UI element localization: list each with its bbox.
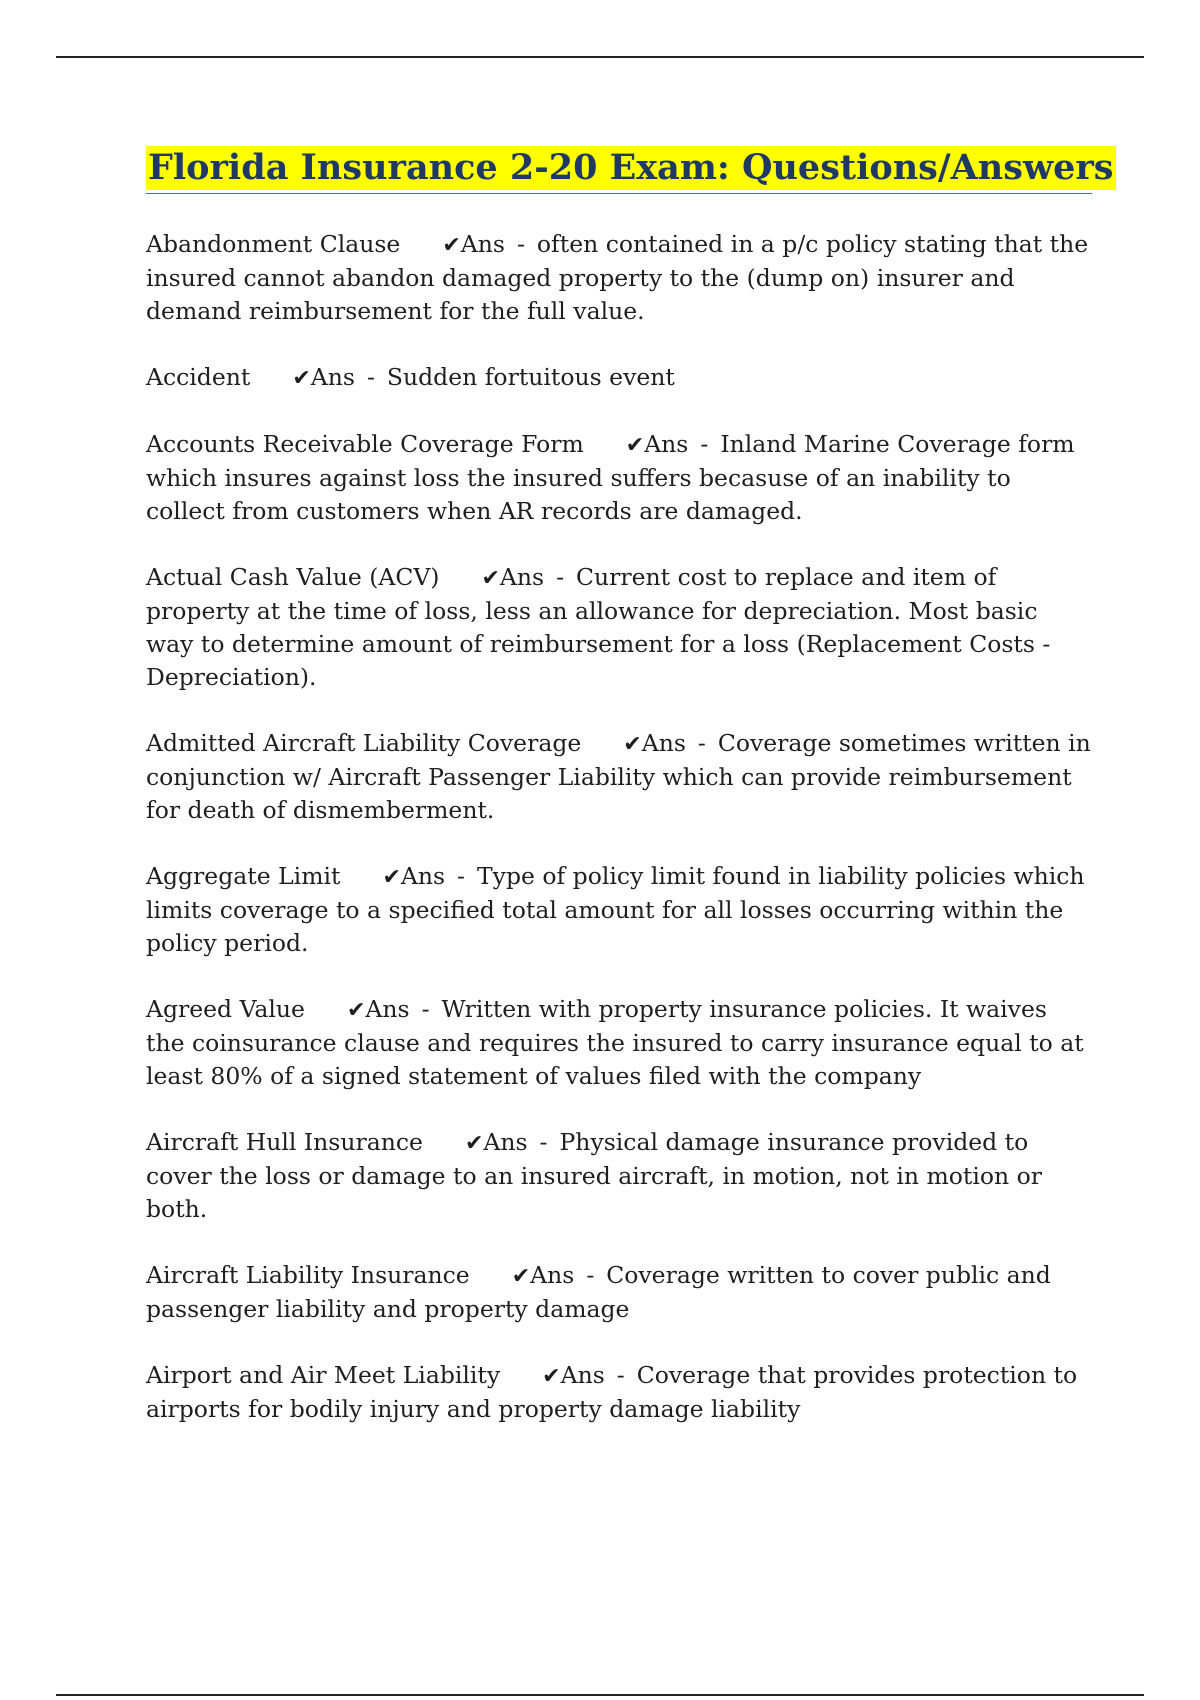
ans-label: Ans — [365, 995, 410, 1023]
checkmark-icon: ✔ — [382, 865, 401, 890]
qa-list — [146, 228, 1092, 1426]
answer-separator: - — [700, 430, 709, 458]
entry-definition: Written with property insurance policies. It waives the coinsurance clause and requires the insured to carry insurance equal to at least 80% of a signed statement of values filed with the company — [146, 995, 1084, 1090]
ans-label: Ans — [644, 430, 689, 458]
answer-separator: - — [616, 1361, 625, 1389]
entry-term: Abandonment Clause — [146, 230, 401, 258]
entry-term: Accident — [146, 363, 251, 391]
entry-term: Aggregate Limit — [146, 862, 341, 890]
title-block — [146, 146, 1114, 194]
entry-term: Actual Cash Value (ACV) — [146, 563, 440, 591]
entry-definition: Type of policy limit found in liability policies which limits coverage to a specified total amount for all losses occurring within the policy period. — [146, 862, 1085, 957]
entry-definition: Current cost to replace and item of property at the time of loss, less an allowance for depreciation. Most basic way to determine amount of reimbursement for a loss (Replacement Costs - Depreciation). — [146, 563, 1051, 691]
document-title: Florida Insurance 2-20 Exam: Questions/Answers — [148, 147, 1114, 188]
answer-separator: - — [421, 995, 430, 1023]
checkmark-icon: ✔ — [464, 1131, 484, 1156]
qa-entry — [146, 1359, 1092, 1426]
answer-separator: - — [457, 862, 465, 890]
qa-entry — [146, 561, 1092, 694]
qa-entry — [146, 860, 1092, 960]
checkmark-icon: ✔ — [623, 732, 642, 757]
entry-definition: often contained in a p/c policy stating that the insured cannot abandon damaged property to the (dump on) insurer and demand reimbursement for the full value. — [146, 230, 1089, 325]
entry-term: Aircraft Hull Insurance — [146, 1128, 423, 1156]
checkmark-icon: ✔ — [481, 566, 500, 591]
ans-label: Ans — [483, 1128, 528, 1156]
entry-definition: Physical damage insurance provided to cover the loss or damage to an insured aircraft, in motion, not in motion or both. — [146, 1128, 1043, 1223]
qa-entry — [146, 228, 1092, 328]
entry-definition: Coverage written to cover public and passenger liability and property damage — [146, 1261, 1051, 1323]
checkmark-icon: ✔ — [511, 1264, 531, 1289]
qa-entry — [146, 1259, 1092, 1326]
entry-definition: Sudden fortuitous event — [386, 363, 675, 391]
checkmark-icon: ✔ — [292, 366, 311, 391]
entry-term: Airport and Air Meet Liability — [146, 1361, 501, 1389]
qa-entry — [146, 727, 1092, 827]
ans-label: Ans — [499, 563, 545, 591]
entry-definition: Inland Marine Coverage form which insures against loss the insured suffers becasuse of an inability to collect from customers when AR records are damaged. — [146, 430, 1075, 525]
document-body — [146, 146, 1114, 1459]
checkmark-icon: ✔ — [346, 998, 366, 1023]
page-top-rule — [56, 56, 1144, 58]
answer-separator: - — [516, 230, 525, 258]
ans-label: Ans — [310, 363, 355, 391]
checkmark-icon: ✔ — [625, 433, 645, 458]
checkmark-icon: ✔ — [442, 233, 461, 258]
entry-term: Accounts Receivable Coverage Form — [146, 430, 584, 458]
qa-entry — [146, 361, 1092, 395]
ans-label: Ans — [460, 230, 505, 258]
answer-separator: - — [366, 363, 375, 391]
entry-term: Admitted Aircraft Liability Coverage — [146, 729, 582, 757]
entry-term: Agreed Value — [146, 995, 305, 1023]
qa-entry — [146, 428, 1092, 528]
answer-separator: - — [586, 1261, 595, 1289]
entry-term: Aircraft Liability Insurance — [146, 1261, 470, 1289]
answer-separator: - — [556, 563, 565, 591]
ans-label: Ans — [560, 1361, 605, 1389]
qa-entry — [146, 993, 1092, 1093]
checkmark-icon: ✔ — [542, 1364, 561, 1389]
qa-entry — [146, 1126, 1092, 1226]
ans-label: Ans — [530, 1261, 575, 1289]
page-bottom-rule — [56, 1694, 1144, 1696]
answer-separator: - — [697, 729, 706, 757]
ans-label: Ans — [400, 862, 446, 890]
entry-definition: Coverage sometimes written in conjunction w/ Aircraft Passenger Liability which can provide reimbursement for death of dismemberment. — [146, 729, 1091, 824]
entry-definition: Coverage that provides protection to airports for bodily injury and property damage liability — [146, 1361, 1078, 1423]
ans-label: Ans — [641, 729, 686, 757]
answer-separator: - — [539, 1128, 548, 1156]
